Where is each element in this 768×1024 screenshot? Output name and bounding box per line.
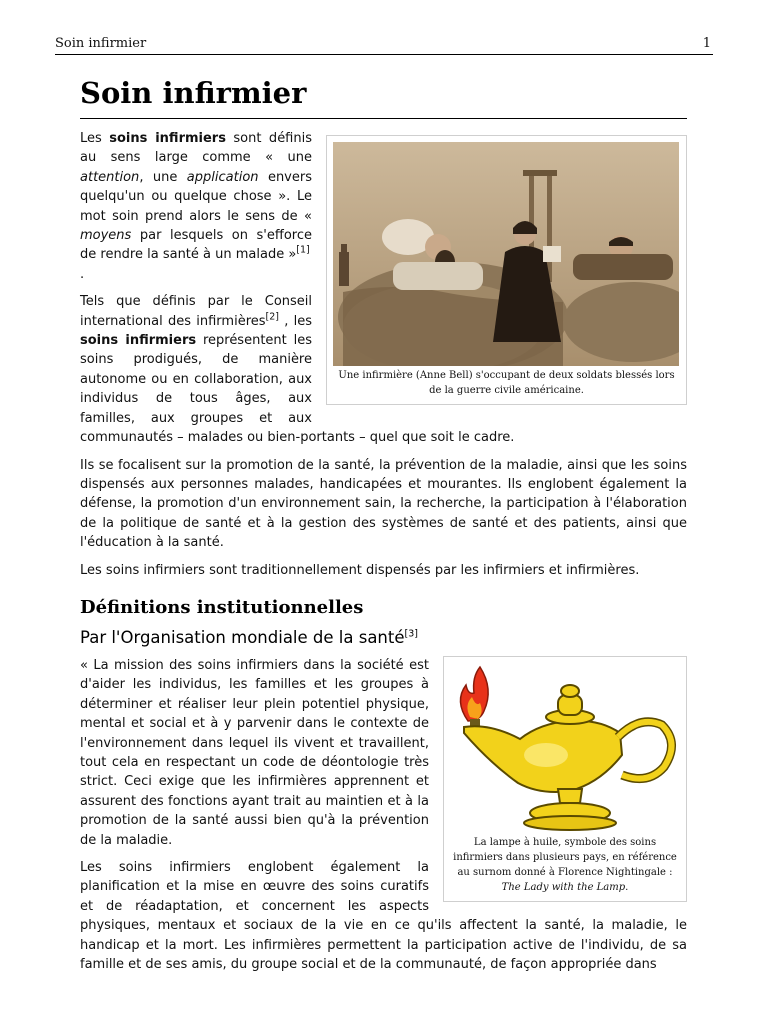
reference-link-1[interactable]: [1] <box>296 245 310 257</box>
italic-term: moyens <box>80 228 132 244</box>
oms-paragraph-2: Les soins infirmiers englobent également la planification et la mise en œuvre des soins curatifs et de réadaptation, et concernent les aspects physiques, mentaux et sociaux de la vie en ce qu'ils affectent la santé, la maladie, le handicap et la mort. Les infirmières permettent la participation active de l'individu, de sa famille et de ses amis, du groupe social et de la communauté, de façon appropriée dans <box>80 860 687 973</box>
subsection-heading <box>80 626 687 650</box>
text-span: représentent les soins prodigués, de manière autonome ou en collaboration, aux individus de tous âges, aux familles, aux groupes et aux communautés – malades ou bien-portants – quel que soit le cadre. <box>80 333 515 446</box>
italic-term: application <box>186 169 259 185</box>
section-heading: Définitions institutionnelles <box>80 596 364 618</box>
figure-nurse-photo <box>326 135 687 405</box>
reference-link-2[interactable]: [2] <box>265 311 279 323</box>
text-span: . <box>80 266 85 282</box>
text-span: par lesquels on s'efforce de rendre la santé à un malade » <box>80 228 312 263</box>
figure-lamp-caption <box>450 835 680 895</box>
figure-nurse-caption: Une infirmière (Anne Bell) s'occupant de deux soldats blessés lors de la guerre civile américaine. <box>338 370 675 396</box>
oil-lamp-illustration <box>450 663 680 833</box>
italic-term: attention <box>80 169 140 185</box>
reference-link-3[interactable]: [3] <box>404 628 418 640</box>
running-header-title: Soin infirmier <box>55 36 147 51</box>
text-span: , une <box>139 169 187 185</box>
page-number: 1 <box>702 36 711 51</box>
text-span: envers quelqu'un ou quelque chose ». Le mot soin prend alors le sens de « <box>80 169 312 224</box>
text-span: Tels que définis par le Conseil international des infirmières <box>80 294 312 329</box>
civil-war-nurse-photo <box>333 142 679 366</box>
oms-paragraph-1: « La mission des soins infirmiers dans la société est d'aider les individus, les familles et les groupes à déterminer et réaliser leur plein potentiel physique, mental et social et à y parvenir dans le contexte de l'environnement dans lequel ils vivent et travaillent, tout cela en respectant un code de déontologie très strict. Ceci exige que les infirmières apprennent et assurent des fonctions ayant trait au maintien et à la promotion de la santé aussi bien qu'à la prévention de la maladie. <box>80 657 429 848</box>
text-span: sont définis au sens large comme « une <box>80 131 312 166</box>
bold-term: soins infirmiers <box>109 131 226 146</box>
intro-paragraph-4: Les soins infirmiers sont traditionnellement dispensés par les infirmiers et infirmières. <box>80 562 640 578</box>
intro-paragraph-3: Ils se focalisent sur la promotion de la santé, la prévention de la maladie, ainsi que les soins dispensés aux personnes malades, handicapées et mourantes. Ils englobent également la défense, la promotion d'un environnement sain, la recherche, la participation à l'élaboration de la politique de santé et à la gestion des systèmes de santé et des patients, ainsi que l'éducation à la santé. <box>80 457 687 551</box>
article-body <box>80 76 687 982</box>
bold-term: soins infirmiers <box>80 333 197 349</box>
subsection-title-text: Par l'Organisation mondiale de la santé <box>80 627 405 647</box>
article-title: Soin infirmier <box>80 76 687 119</box>
caption-text: La lampe à huile, symbole des soins infirmiers dans plusieurs pays, en référence au surnom donné à Florence Nightingale : <box>453 836 677 878</box>
running-header <box>55 36 713 55</box>
caption-italic: The Lady with the Lamp. <box>501 881 629 893</box>
text-span: Les <box>80 131 110 146</box>
text-span: , les <box>279 313 313 329</box>
figure-oil-lamp <box>443 656 687 902</box>
